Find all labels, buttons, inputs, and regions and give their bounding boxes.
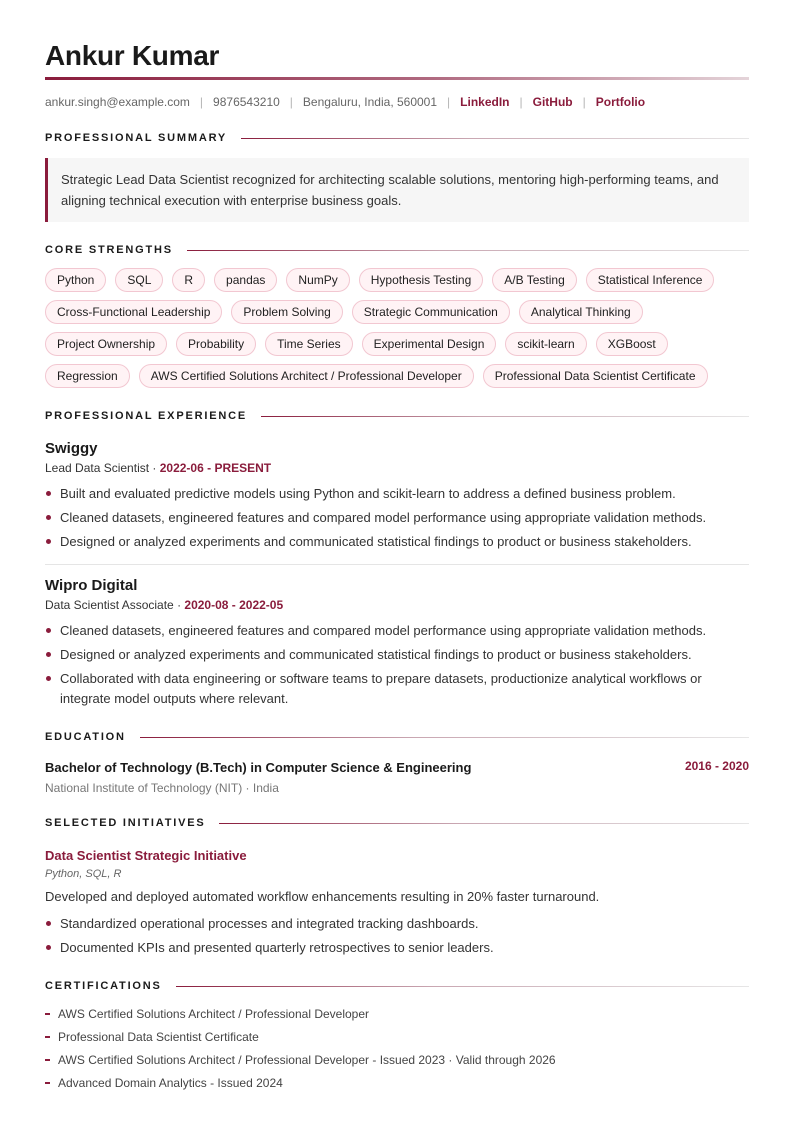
bullet-item: Standardized operational processes and integrated tracking dashboards.: [45, 914, 749, 934]
education-section-header: [45, 731, 749, 743]
section-divider: [176, 986, 749, 987]
initiative-description: Developed and deployed automated workflow enhancements resulting in 20% faster turnaround.: [45, 889, 600, 904]
job-title: Lead Data Scientist: [45, 461, 150, 475]
section-divider: [261, 416, 749, 417]
strength-chip: Probability: [176, 332, 256, 356]
separator: |: [447, 95, 451, 109]
company-name: Wipro Digital: [45, 577, 138, 594]
strength-chip: Professional Data Scientist Certificate: [483, 364, 708, 388]
certification-item: Professional Data Scientist Certificate: [45, 1029, 749, 1045]
strength-chip: Regression: [45, 364, 130, 388]
candidate-name: Ankur Kumar: [45, 40, 220, 71]
certification-list: [45, 1006, 749, 1091]
job-bullets: [45, 621, 749, 709]
section-divider: [241, 138, 749, 139]
job-role-line: Data Scientist Associate · 2020-08 - 2022-05: [45, 598, 284, 612]
strength-chip: Hypothesis Testing: [359, 268, 484, 292]
separator: |: [519, 95, 523, 109]
bullet-item: Built and evaluated predictive models using Python and scikit-learn to address a defined business problem.: [45, 484, 749, 504]
location: Bengaluru, India, 560001: [302, 95, 438, 109]
job-dates: 2020-08 - 2022-05: [184, 598, 284, 612]
bullet-item: Designed or analyzed experiments and communicated statistical findings to product or business stakeholders.: [45, 532, 749, 552]
section-title: PROFESSIONAL SUMMARY: [45, 132, 228, 144]
github-link[interactable]: GitHub: [532, 95, 573, 109]
strengths-chip-list: [45, 268, 749, 388]
section-title: SELECTED INITIATIVES: [45, 817, 206, 829]
separator: |: [199, 95, 204, 109]
strength-chip: Problem Solving: [231, 300, 342, 324]
strength-chip: Project Ownership: [45, 332, 167, 356]
bullet-item: Designed or analyzed experiments and communicated statistical findings to product or business stakeholders.: [45, 645, 749, 665]
certification-item: AWS Certified Solutions Architect / Professional Developer - Issued 2023 · Valid through 2026: [45, 1052, 749, 1068]
school-name: National Institute of Technology (NIT) · India: [45, 781, 279, 795]
summary-section-header: [45, 132, 749, 144]
email[interactable]: ankur.singh@example.com: [45, 95, 190, 109]
phone[interactable]: 9876543210: [213, 95, 280, 109]
initiative-title: Data Scientist Strategic Initiative: [45, 848, 247, 863]
initiatives-section-header: [45, 817, 749, 829]
section-title: CORE STRENGTHS: [45, 244, 173, 256]
job-entry: [45, 440, 749, 552]
strength-chip: scikit-learn: [505, 332, 586, 356]
strength-chip: Python: [45, 268, 106, 292]
section-title: PROFESSIONAL EXPERIENCE: [45, 410, 247, 422]
section-divider: [219, 823, 749, 824]
bullet-item: Cleaned datasets, engineered features and compared model performance using appropriate validation methods.: [45, 508, 749, 528]
company-name: Swiggy: [45, 440, 98, 457]
job-role-line: Lead Data Scientist · 2022-06 - PRESENT: [45, 461, 272, 475]
strength-chip: Strategic Communication: [352, 300, 510, 324]
certification-item: Advanced Domain Analytics - Issued 2024: [45, 1075, 749, 1091]
portfolio-link[interactable]: Portfolio: [595, 95, 646, 109]
certification-item: AWS Certified Solutions Architect / Professional Developer: [45, 1006, 749, 1022]
strength-chip: Statistical Inference: [586, 268, 715, 292]
strength-chip: R: [172, 268, 205, 292]
strength-chip: AWS Certified Solutions Architect / Professional Developer: [139, 364, 474, 388]
strength-chip: Time Series: [265, 332, 353, 356]
linkedin-link[interactable]: LinkedIn: [460, 95, 510, 109]
strength-chip: NumPy: [286, 268, 349, 292]
separator: |: [582, 95, 586, 109]
initiative-tech-stack: Python, SQL, R: [45, 868, 122, 880]
education-dates: 2016 - 2020: [684, 759, 749, 773]
name-underline: [45, 77, 749, 80]
job-dates: 2022-06 - PRESENT: [159, 461, 272, 475]
summary-text: Strategic Lead Data Scientist recognized for architecting scalable solutions, mentoring high-performing teams, and aligning technical execution with enterprise business goals.: [45, 158, 749, 222]
contact-bar: [45, 94, 749, 110]
strength-chip: SQL: [115, 268, 163, 292]
strength-chip: A/B Testing: [492, 268, 576, 292]
separator: |: [289, 95, 293, 109]
section-divider: [187, 250, 749, 251]
certifications-section-header: [45, 980, 749, 992]
job-title: Data Scientist Associate: [45, 598, 174, 612]
degree: Bachelor of Technology (B.Tech) in Computer Science & Engineering: [45, 760, 472, 775]
experience-section-header: [45, 410, 749, 422]
strength-chip: Experimental Design: [362, 332, 497, 356]
bullet-item: Documented KPIs and presented quarterly retrospectives to senior leaders.: [45, 938, 749, 958]
strengths-section-header: [45, 244, 749, 256]
initiative-bullets: [45, 914, 749, 958]
section-title: CERTIFICATIONS: [45, 980, 162, 992]
job-bullets: [45, 484, 749, 552]
section-title: EDUCATION: [45, 731, 126, 743]
bullet-item: Cleaned datasets, engineered features and compared model performance using appropriate validation methods.: [45, 621, 749, 641]
job-entry: [45, 564, 749, 709]
section-divider: [140, 737, 749, 738]
education-entry: [45, 759, 749, 776]
strength-chip: Analytical Thinking: [519, 300, 643, 324]
strength-chip: XGBoost: [596, 332, 668, 356]
strength-chip: Cross-Functional Leadership: [45, 300, 222, 324]
strength-chip: pandas: [214, 268, 277, 292]
bullet-item: Collaborated with data engineering or software teams to prepare datasets, productionize analytical workflows or integrate model outputs where relevant.: [45, 669, 749, 709]
